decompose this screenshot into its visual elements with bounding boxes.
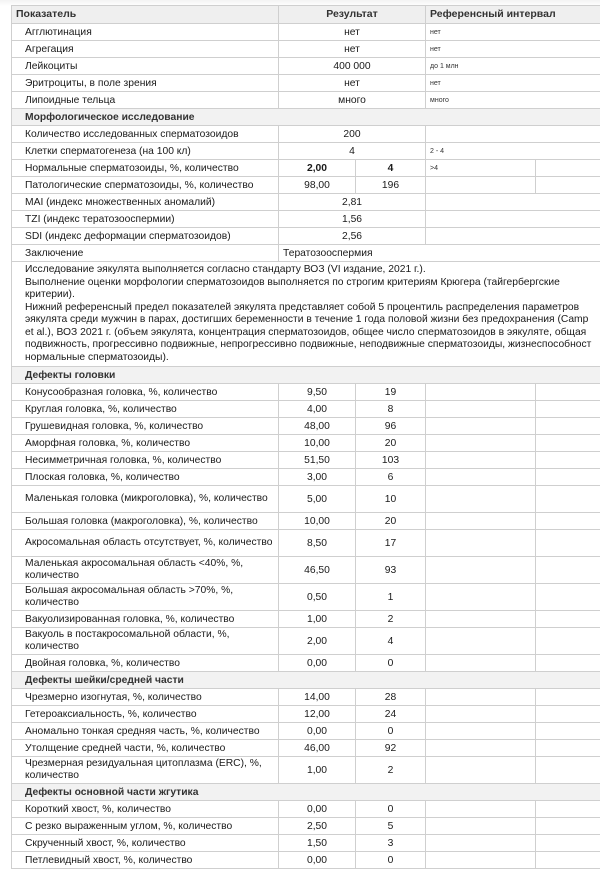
- row-count: 103: [356, 452, 426, 469]
- row-label: Большая головка (макроголовка), %, количество: [12, 513, 279, 530]
- header-reference: Референсный интервал: [426, 6, 600, 24]
- row-label: Количество исследованных сперматозоидов: [12, 126, 279, 143]
- row-percent: 10,00: [279, 513, 356, 530]
- row-label: SDI (индекс деформации сперматозоидов): [12, 228, 279, 245]
- row-extra: [536, 723, 600, 740]
- row-count: 3: [356, 835, 426, 852]
- table-row: [12, 584, 600, 611]
- row-percent: 10,00: [279, 435, 356, 452]
- row-label: Акросомальная область отсутствует, %, количество: [12, 530, 279, 557]
- row-percent: 3,00: [279, 469, 356, 486]
- row-percent: 0,00: [279, 723, 356, 740]
- row-reference: [426, 228, 600, 245]
- row-extra: [536, 655, 600, 672]
- section-header: [12, 367, 600, 384]
- row-result: 2,56: [279, 228, 426, 245]
- row-reference: [426, 194, 600, 211]
- row-percent: 46,50: [279, 557, 356, 584]
- row-count: 93: [356, 557, 426, 584]
- row-count: 20: [356, 513, 426, 530]
- table-row: [12, 835, 600, 852]
- row-count: 196: [356, 177, 426, 194]
- note-text: Исследование эякулята выполняется согласно стандарту ВОЗ (VI издание, 2021 г.).: [25, 264, 596, 277]
- table-row: [12, 194, 600, 211]
- row-extra: [536, 584, 600, 611]
- row-extra: [536, 557, 600, 584]
- row-label: С резко выраженным углом, %, количество: [12, 818, 279, 835]
- row-label: Грушевидная головка, %, количество: [12, 418, 279, 435]
- section-title: Дефекты головки: [12, 367, 600, 384]
- row-percent: 0,00: [279, 655, 356, 672]
- section-header-morphology: [12, 109, 600, 126]
- row-count: 8: [356, 401, 426, 418]
- row-extra: [536, 835, 600, 852]
- row-reference: [426, 706, 536, 723]
- header-result: Результат: [279, 6, 426, 24]
- table-row: [12, 801, 600, 818]
- row-label: Аномально тонкая средняя часть, %, количество: [12, 723, 279, 740]
- header-indicator: Показатель: [12, 6, 279, 24]
- table-row: [12, 452, 600, 469]
- row-count: 1: [356, 584, 426, 611]
- general-rows: [12, 24, 600, 109]
- row-extra: [536, 384, 600, 401]
- row-reference: [426, 584, 536, 611]
- row-reference: [426, 126, 600, 143]
- row-label: Большая акросомальная область >70%, %, количество: [12, 584, 279, 611]
- section-title: Дефекты шейки/средней части: [12, 672, 600, 689]
- row-extra: [536, 818, 600, 835]
- table-row: [12, 530, 600, 557]
- defect-sections: [12, 367, 600, 869]
- row-count: 0: [356, 801, 426, 818]
- table-row: [12, 513, 600, 530]
- row-reference: >4: [426, 160, 536, 177]
- row-extra: [536, 435, 600, 452]
- table-row: [12, 177, 600, 194]
- row-count: 2: [356, 611, 426, 628]
- row-percent: 5,00: [279, 486, 356, 513]
- row-result: нет: [279, 24, 426, 41]
- row-count: 92: [356, 740, 426, 757]
- row-extra: [536, 530, 600, 557]
- row-label: Маленькая головка (микроголовка), %, количество: [12, 486, 279, 513]
- row-reference: [426, 418, 536, 435]
- row-reference: [426, 628, 536, 655]
- table-row: [12, 24, 600, 41]
- row-percent: 9,50: [279, 384, 356, 401]
- row-label: Гетероаксиальность, %, количество: [12, 706, 279, 723]
- table-row: [12, 211, 600, 228]
- row-label: MAI (индекс множественных аномалий): [12, 194, 279, 211]
- row-extra: [536, 628, 600, 655]
- table-row: [12, 92, 600, 109]
- row-label: Агглютинация: [12, 24, 279, 41]
- section-title: Дефекты основной части жгутика: [12, 784, 600, 801]
- row-extra: [536, 852, 600, 869]
- row-percent: 1,00: [279, 757, 356, 784]
- row-count: 0: [356, 655, 426, 672]
- row-extra: [536, 160, 600, 177]
- row-label: Круглая головка, %, количество: [12, 401, 279, 418]
- row-count: 5: [356, 818, 426, 835]
- row-count: 17: [356, 530, 426, 557]
- table-row: [12, 418, 600, 435]
- table-row: [12, 41, 600, 58]
- row-label: Чрезмерная резидуальная цитоплазма (ERC), %, количество: [12, 757, 279, 784]
- row-percent: 8,50: [279, 530, 356, 557]
- row-label: Вакуолизированная головка, %, количество: [12, 611, 279, 628]
- row-count: 0: [356, 723, 426, 740]
- row-reference: нет: [426, 24, 600, 41]
- table-row: [12, 245, 600, 262]
- row-reference: до 1 млн: [426, 58, 600, 75]
- table-row: [12, 852, 600, 869]
- table-header: [12, 6, 600, 24]
- table-row: [12, 435, 600, 452]
- row-reference: [426, 469, 536, 486]
- row-result: нет: [279, 75, 426, 92]
- row-reference: [426, 486, 536, 513]
- row-reference: много: [426, 92, 600, 109]
- table-row: [12, 228, 600, 245]
- table-row: [12, 160, 600, 177]
- row-reference: [426, 177, 536, 194]
- row-result: 4: [279, 143, 426, 160]
- section-title: Морфологическое исследование: [12, 109, 600, 126]
- table-row: [12, 401, 600, 418]
- row-percent: 12,00: [279, 706, 356, 723]
- table-row: [12, 126, 600, 143]
- row-extra: [536, 689, 600, 706]
- row-result: 200: [279, 126, 426, 143]
- row-label: Агрегация: [12, 41, 279, 58]
- row-label: Короткий хвост, %, количество: [12, 801, 279, 818]
- row-extra: [536, 177, 600, 194]
- row-count: 28: [356, 689, 426, 706]
- row-reference: 2 - 4: [426, 143, 600, 160]
- row-reference: [426, 655, 536, 672]
- row-result: 400 000: [279, 58, 426, 75]
- morphology-block: [12, 109, 600, 367]
- row-reference: [426, 801, 536, 818]
- conclusion-value: Тератозооспермия: [279, 245, 600, 262]
- row-result: 2,81: [279, 194, 426, 211]
- row-label: Эритроциты, в поле зрения: [12, 75, 279, 92]
- table-row: [12, 706, 600, 723]
- table-row: [12, 611, 600, 628]
- row-reference: [426, 835, 536, 852]
- row-label: Утолщение средней части, %, количество: [12, 740, 279, 757]
- row-label: Скрученный хвост, %, количество: [12, 835, 279, 852]
- row-count: 0: [356, 852, 426, 869]
- row-result: 1,56: [279, 211, 426, 228]
- row-percent: 14,00: [279, 689, 356, 706]
- row-extra: [536, 740, 600, 757]
- table-row: [12, 75, 600, 92]
- row-result: много: [279, 92, 426, 109]
- row-label: Аморфная головка, %, количество: [12, 435, 279, 452]
- row-percent: 51,50: [279, 452, 356, 469]
- results-table: [11, 5, 600, 869]
- row-extra: [536, 513, 600, 530]
- table-row: [12, 655, 600, 672]
- row-reference: [426, 513, 536, 530]
- row-reference: [426, 530, 536, 557]
- row-reference: нет: [426, 41, 600, 58]
- notes-cell: [12, 262, 600, 367]
- row-percent: 2,50: [279, 818, 356, 835]
- row-label: Липоидные тельца: [12, 92, 279, 109]
- row-label: Патологические сперматозоиды, %, количество: [12, 177, 279, 194]
- row-reference: [426, 818, 536, 835]
- row-label: TZI (индекс тератозооспермии): [12, 211, 279, 228]
- row-label: Конусообразная головка, %, количество: [12, 384, 279, 401]
- table-row: [12, 723, 600, 740]
- row-extra: [536, 401, 600, 418]
- row-count: 96: [356, 418, 426, 435]
- row-label: Вакуоль в постакросомальной области, %, количество: [12, 628, 279, 655]
- row-reference: [426, 689, 536, 706]
- row-percent: 1,00: [279, 611, 356, 628]
- row-reference: [426, 723, 536, 740]
- row-label: Плоская головка, %, количество: [12, 469, 279, 486]
- row-percent: 98,00: [279, 177, 356, 194]
- note-text: Выполнение оценки морфологии сперматозоидов выполняется по строгим критериям Крюгера (тайгербергские критерии).: [25, 277, 596, 302]
- table-row: [12, 557, 600, 584]
- section-header: [12, 672, 600, 689]
- table-row: [12, 143, 600, 160]
- row-count: 19: [356, 384, 426, 401]
- row-percent: 0,00: [279, 852, 356, 869]
- table-row: [12, 384, 600, 401]
- row-reference: [426, 740, 536, 757]
- row-extra: [536, 452, 600, 469]
- row-result: нет: [279, 41, 426, 58]
- row-reference: [426, 757, 536, 784]
- row-reference: [426, 611, 536, 628]
- row-count: 4: [356, 160, 426, 177]
- table-row: [12, 740, 600, 757]
- row-label: Маленькая акросомальная область <40%, %, количество: [12, 557, 279, 584]
- row-label: Клетки сперматогенеза (на 100 кл): [12, 143, 279, 160]
- row-label: Чрезмерно изогнутая, %, количество: [12, 689, 279, 706]
- row-extra: [536, 469, 600, 486]
- row-percent: 0,00: [279, 801, 356, 818]
- row-percent: 2,00: [279, 160, 356, 177]
- row-extra: [536, 486, 600, 513]
- row-label: Несимметричная головка, %, количество: [12, 452, 279, 469]
- row-label: Лейкоциты: [12, 58, 279, 75]
- row-count: 20: [356, 435, 426, 452]
- table-row: [12, 58, 600, 75]
- row-extra: [536, 801, 600, 818]
- section-header: [12, 784, 600, 801]
- row-reference: [426, 452, 536, 469]
- notes-row: [12, 262, 600, 367]
- row-count: 2: [356, 757, 426, 784]
- row-label: Нормальные сперматозоиды, %, количество: [12, 160, 279, 177]
- row-label: Двойная головка, %, количество: [12, 655, 279, 672]
- row-reference: [426, 852, 536, 869]
- row-percent: 1,50: [279, 835, 356, 852]
- row-label: Петлевидный хвост, %, количество: [12, 852, 279, 869]
- row-percent: 46,00: [279, 740, 356, 757]
- row-extra: [536, 706, 600, 723]
- table-row: [12, 818, 600, 835]
- row-count: 10: [356, 486, 426, 513]
- row-count: 24: [356, 706, 426, 723]
- note-text: Нижний референсный предел показателей эякулята представляет собой 5 процентиль распределения параметров эякулята среди мужчин в парах, достигших беременности в течение 1 года половой жизни без предохранения (Camp et al.), ВОЗ 2021 г. (объем эякулята, концентрация сперматозоидов, общее число сперматозоидов в эякуляте, общая подвижность, прогрессивно подвижные, непрогрессивно подвижные, неподвижные сперматозоиды, жизнеспособност нормальные сперматозоиды).: [25, 302, 596, 365]
- row-count: 4: [356, 628, 426, 655]
- row-reference: нет: [426, 75, 600, 92]
- row-reference: [426, 557, 536, 584]
- table-row: [12, 628, 600, 655]
- row-reference: [426, 401, 536, 418]
- row-extra: [536, 757, 600, 784]
- table-row: [12, 757, 600, 784]
- row-percent: 0,50: [279, 584, 356, 611]
- table-row: [12, 486, 600, 513]
- row-reference: [426, 435, 536, 452]
- row-extra: [536, 418, 600, 435]
- row-count: 6: [356, 469, 426, 486]
- row-reference: [426, 384, 536, 401]
- row-percent: 2,00: [279, 628, 356, 655]
- row-percent: 4,00: [279, 401, 356, 418]
- row-percent: 48,00: [279, 418, 356, 435]
- row-extra: [536, 611, 600, 628]
- row-reference: [426, 211, 600, 228]
- report-container: [11, 0, 600, 869]
- table-row: [12, 689, 600, 706]
- table-row: [12, 469, 600, 486]
- conclusion-label: Заключение: [12, 245, 279, 262]
